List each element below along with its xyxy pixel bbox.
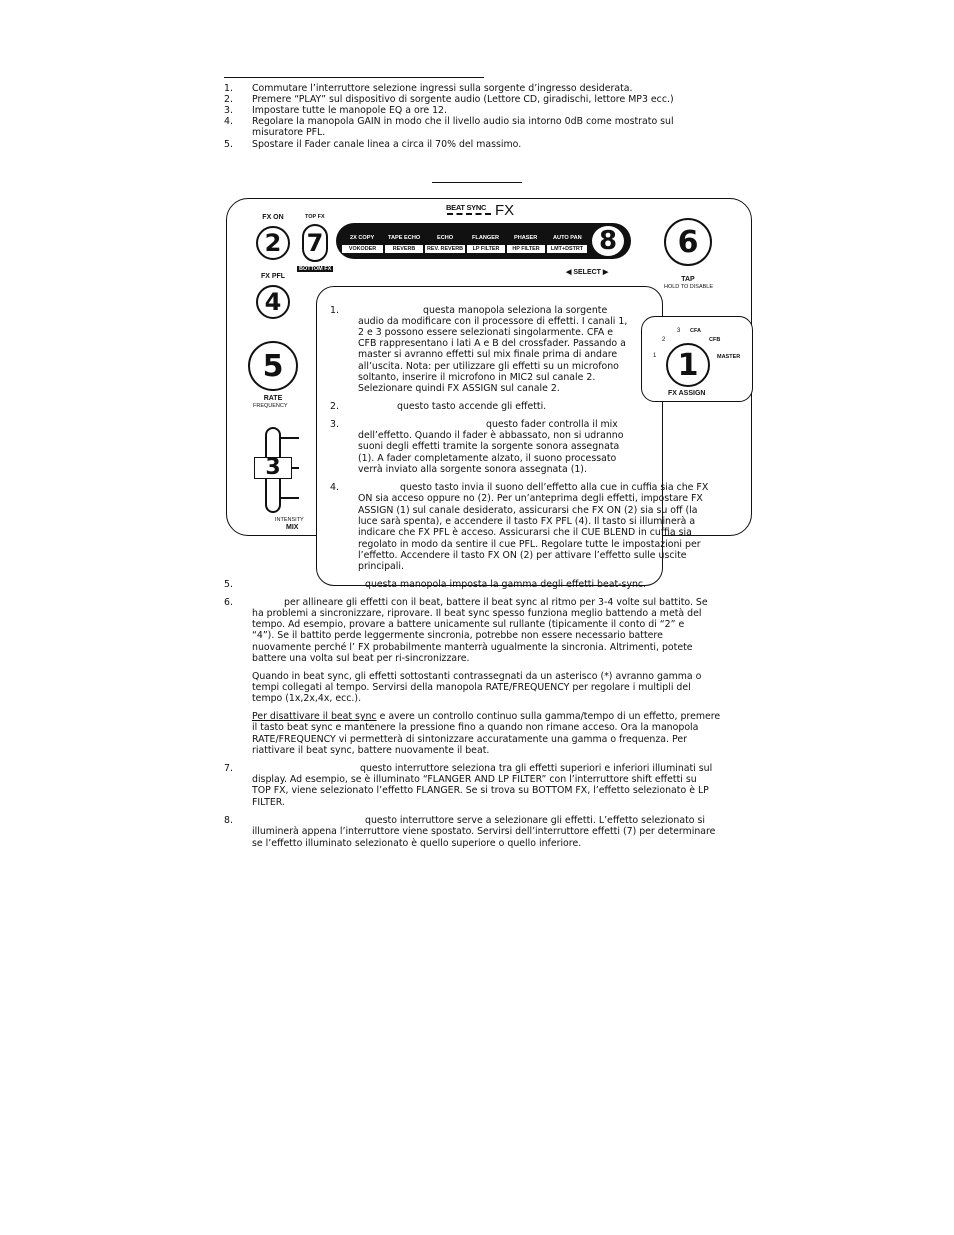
item-text: suoni degli effetti tramite la sorgente sonora assegnata [358,441,620,452]
item-number: 6. [224,597,233,608]
fx-on-button[interactable]: 2 [256,226,290,260]
bottom-fx-label: BOTTOM FX [299,266,332,272]
item-text: Selezionare quindi FX ASSIGN sul canale 2. [358,383,560,394]
item-text: “4”). Se il battito perde leggermente sincronia, potrebbe non essere necessario battere [252,630,663,641]
step-number: 4. [224,116,233,127]
mix-fader[interactable]: 3 [254,457,292,479]
item-number: 5. [224,579,233,590]
header-rule [224,77,484,78]
item-text: luce sarà spenta), e accendere il tasto FX PFL (4). Il tasto si illuminerà a [358,516,696,527]
effect-bottom-label: LMT+DSTRT [547,245,587,253]
item-text: master si avranno effetti sul mix finale prima di andare [358,349,618,360]
fx-shift-switch[interactable]: 7 [302,224,328,262]
intensity-label: INTENSITY [275,517,304,523]
item-text: l’effetto. Accendere il tasto FX ON (2) per attivare l’effetto sulle uscite [358,550,687,561]
step-number: 2. [224,94,233,105]
paragraph-text: riattivare il beat sync, battere nuovamente il beat. [252,745,490,756]
item-text: questa manopola seleziona la sorgente [423,305,608,316]
item-text: illuminerà appena l’interruttore viene spostato. Servirsi dell’interruttore effetti (7) per determinare [252,826,716,837]
fx-on-label: FX ON [262,214,284,221]
item-number: 7. [224,763,233,774]
item-text: questo interruttore seleziona tra gli effetti superiori e inferiori illuminati sul [360,763,713,774]
item-text: ON sia acceso oppure no (2). Per un’anteprima degli effetti, impostare FX [358,493,703,504]
item-text: CFB rappresentano i lati A e B del crossfader. Passando a [358,338,626,349]
top-fx-label: TOP FX [305,214,325,220]
effect-select-knob[interactable]: 8 [590,224,626,258]
mix-label: MIX [286,524,299,531]
item-text: per allineare gli effetti con il beat, battere il beat sync al ritmo per 3-4 volte sul battito. Se [284,597,708,608]
effect-top-label: 2X COPY [350,235,375,241]
item-text: ha problemi a sincronizzare, riprovare. Il beat sync spesso funziona meglio battendo a metà del [252,608,702,619]
item-text: principali. [358,561,404,572]
fx-assign-label: FX ASSIGN [668,390,706,397]
fx-pfl-button[interactable]: 4 [256,285,290,319]
paragraph-text: Per disattivare il beat sync e avere un controllo continuo sulla gamma/tempo di un effetto, premere [252,711,721,722]
item-text: se l’effetto illuminato selezionato è quello superiore o quello inferiore. [252,838,582,849]
rate-label: RATE [263,395,283,402]
hold-to-disable-label: HOLD TO DISABLE [664,284,714,290]
item-text: 2 e 3 possono essere selezionati singolarmente. CFA e [358,327,614,338]
assign-3-label: 3 [677,328,681,334]
effect-bottom-label: REVERB [385,245,423,253]
arrow-right-icon: ▶ [602,269,609,276]
step-number: 5. [224,139,233,150]
item-text: verrà inviato alla sorgente sonora assegnata (1). [358,464,587,475]
paragraph-text: Quando in beat sync, gli effetti sottostanti contrassegnati da un asterisco (*) avranno gamma o [252,671,702,682]
item-text: soltanto, inserire il microfono in MIC2 sul canale 2. [358,372,596,383]
item-number: 4. [330,482,339,493]
fx-pfl-label: FX PFL [260,273,286,280]
assign-1-label: 1 [653,353,657,359]
arrow-left-icon: ◀ [566,269,572,276]
effect-bottom-label: HP FILTER [507,245,545,253]
item-text: display. Ad esempio, se è illuminato “FLANGER AND LP FILTER” con l’interruttore shift effetti su [252,774,697,785]
item-number: 3. [330,419,339,430]
step-number: 3. [224,105,233,116]
item-text: questo tasto invia il suono dell’effetto alla cue in cuffia sia che FX [400,482,709,493]
step-text: misuratore PFL. [252,127,326,138]
effect-top-label: TAPE ECHO [388,235,421,241]
step-number: 1. [224,83,233,94]
effect-top-label: ECHO [437,235,454,241]
step-text: Regolare la manopola GAIN in modo che il livello audio sia intorno 0dB come mostrato sul [252,116,674,127]
select-indicator: ◀ SELECT ▶ [566,269,609,276]
step-text: Commutare l’interruttore selezione ingressi sulla sorgente d’ingresso desiderata. [252,83,633,94]
fader-tick [281,497,299,499]
tap-label: TAP [681,276,695,283]
item-text: questo tasto accende gli effetti. [397,401,547,412]
effects-display [336,223,631,259]
item-number: 8. [224,815,233,826]
item-text: all’uscita. Nota: per utilizzare gli effetti su un microfono [358,361,619,372]
cfb-label: CFB [709,337,721,343]
item-text: ASSIGN (1) sul canale desiderato, assicurarsi che FX ON (2) sia su off (la [358,505,698,516]
paragraph-text: il tasto beat sync e mantenere la pressione fino a quando non rimane acceso. Ora la manopola [252,722,699,733]
effect-top-label: AUTO PAN [553,235,582,241]
item-text: tempo. Ad esempio, provare a battere unicamente sul rullante (tipicamente il conto di “2” e [252,619,685,630]
item-text: TOP FX, viene selezionato l’effetto FLANGER. Se si trova su BOTTOM FX, l’effetto selezionato è LP [252,785,709,796]
effect-bottom-label: REV. REVERB [426,246,464,252]
paragraph-text: RATE/FREQUENCY vi permetterà di sintonizzare accuratamente una gamma o frequenza. Per [252,734,687,745]
effect-bottom-label: VOKODER [342,245,383,253]
item-text: questo interruttore serve a selezionare gli effetti. L’effetto selezionato si [365,815,705,826]
item-number: 2. [330,401,339,412]
item-text: nuovamente perché l’ FX probabilmente manterrà ugualmente la sincronia. Altrimenti, potete [252,642,693,653]
paragraph-text: tempo (1x,2x,4x, ecc.). [252,693,362,704]
item-number: 1. [330,305,339,316]
step-text: Impostare tutte le manopole EQ a ore 12. [252,105,447,116]
item-text: indicare che FX PFL è acceso. Assicurarsi che il CUE BLEND in cuffia sia [358,527,692,538]
item-text: questo fader controlla il mix [486,419,618,430]
cfa-label: CFA [690,328,701,334]
rate-knob[interactable]: 5 [248,341,298,391]
paragraph-text: tempi collegati al tempo. Servirsi della manopola RATE/FREQUENCY per regolare i multipli del [252,682,691,693]
beat-sync-logo: BEAT SYNC FX [446,202,515,219]
step-text: Premere “PLAY” sul dispositivo di sorgente audio (Lettore CD, giradischi, lettore MP3 ecc.) [252,94,674,105]
effect-top-label: PHASER [514,235,538,241]
assign-2-label: 2 [662,337,666,343]
item-text: audio da modificare con il processore di effetti. I canali 1, [358,316,628,327]
effect-bottom-label: LP FILTER [467,245,505,253]
master-label: MASTER [717,354,741,360]
item-text: dell’effetto. Quando il fader è abbassato, non si udranno [358,430,624,441]
item-text: (1). A fader completamente alzato, il suono processato [358,453,617,464]
fader-tick [281,437,299,439]
item-text: questa manopola imposta la gamma degli effetti beat-sync. [365,579,647,590]
step-text: Spostare il Fader canale linea a circa il 70% del massimo. [252,139,522,150]
section-rule [432,182,522,183]
frequency-label: FREQUENCY [253,403,288,409]
item-text: FILTER. [252,797,285,808]
fx-assign-knob[interactable]: 1 [666,343,710,387]
item-text: battere una volta sul beat per ri-sincronizzare. [252,653,470,664]
effect-top-label: FLANGER [472,235,500,241]
tap-button[interactable]: 6 [664,218,712,266]
item-text: regolato in modo da sentire il cue PFL. Regolare tutte le impostazioni per [358,539,701,550]
